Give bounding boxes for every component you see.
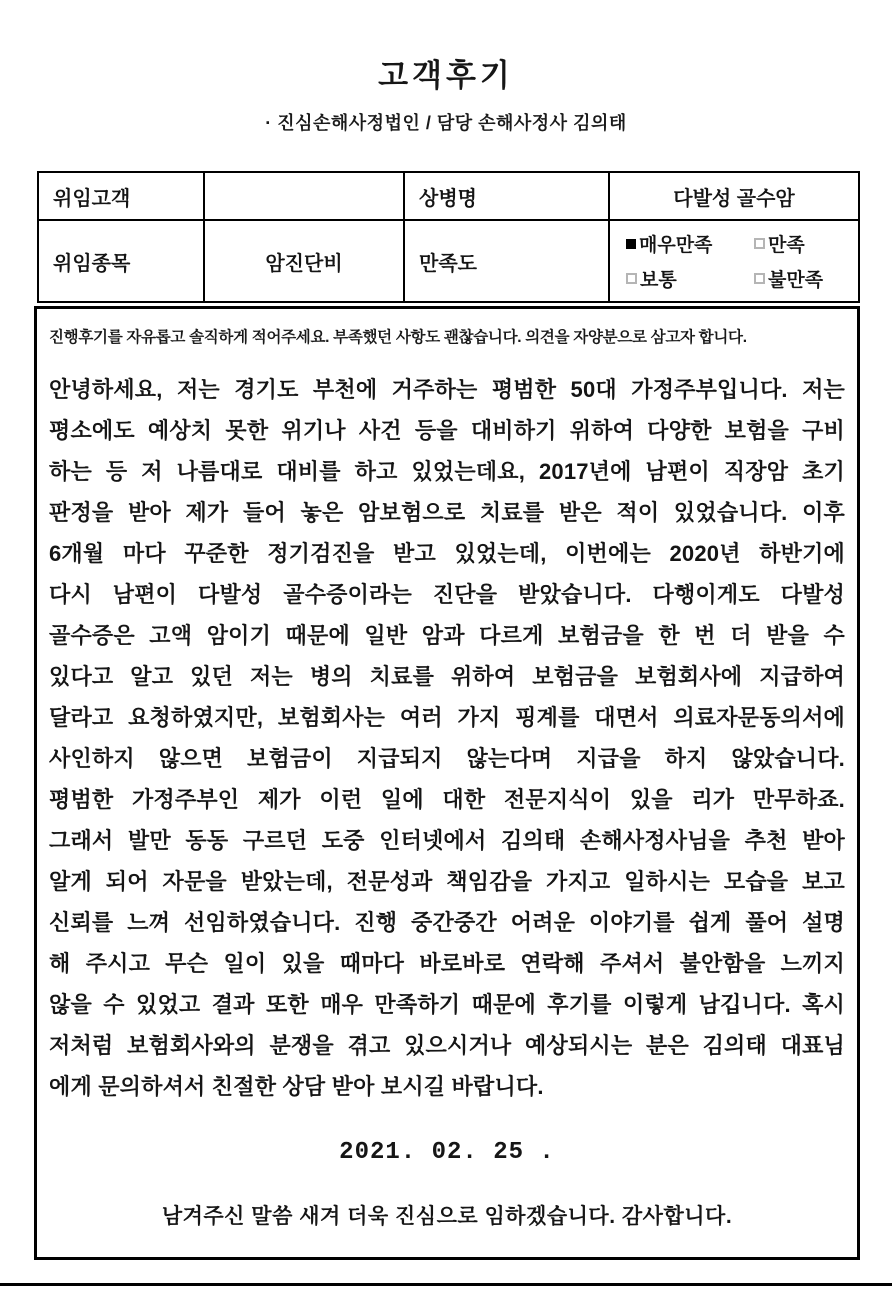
review-instruction: 진행후기를 자유롭고 솔직하게 적어주세요. 부족했던 사항도 괜찮습니다. 의견을 자양분으로 삼고자 합니다. xyxy=(49,329,747,346)
review-line: 평범한 가정주부인 제가 이런 일에 대한 전문지식이 있을 리가 만무하죠. xyxy=(49,787,845,812)
satisfaction-option-불만족[interactable] xyxy=(754,265,852,292)
review-line: 알게 되어 자문을 받았는데, 전문성과 책임감을 가지고 일하시는 모습을 보고 xyxy=(49,869,845,894)
satisfaction-option-label: 불만족 xyxy=(768,270,824,291)
review-line: 저처럼 보험회사와의 분쟁을 겪고 있으시거나 예상되시는 분은 김의태 대표님 xyxy=(49,1033,845,1058)
satisfaction-cell xyxy=(609,220,859,302)
review-line: 그래서 발만 동동 구르던 도중 인터넷에서 김의태 손해사정사님을 추천 받아 xyxy=(49,828,845,853)
satisfaction-option-만족[interactable] xyxy=(754,230,852,257)
satisfaction-option-label: 보통 xyxy=(640,270,677,291)
review-text xyxy=(49,369,845,1107)
review-line: 달라고 요청하였지만, 보험회사는 여러 가지 핑계를 대면서 의료자문동의서에 xyxy=(49,705,845,730)
satisfaction-option-매우만족[interactable] xyxy=(626,230,754,257)
review-line: 에게 문의하셔서 친절한 상담 받아 보시길 바랍니다. xyxy=(49,1074,544,1099)
table-row xyxy=(38,172,859,220)
review-line: 않을 수 있었고 결과 또한 매우 만족하기 때문에 후기를 이렇게 남깁니다. 혹시 xyxy=(49,992,845,1017)
review-line: 사인하지 않으면 보험금이 지급되지 않는다며 지급을 하지 않았습니다. xyxy=(49,746,845,771)
disease-value-cell: 다발성 골수암 xyxy=(609,172,859,220)
client-label-cell: 위임고객 xyxy=(38,172,204,220)
checkbox-unchecked-icon[interactable] xyxy=(626,273,637,284)
satisfaction-label-cell: 만족도 xyxy=(404,220,609,302)
info-table xyxy=(37,171,860,303)
review-line: 하는 등 저 나름대로 대비를 하고 있었는데요, 2017년에 남편이 직장암 초기 xyxy=(49,459,845,484)
checkbox-unchecked-icon[interactable] xyxy=(754,238,765,249)
review-closing: 남겨주신 말씀 새겨 더욱 진심으로 임하겠습니다. 감사합니다. xyxy=(161,1205,733,1228)
item-value-cell: 암진단비 xyxy=(204,220,404,302)
disease-label-cell: 상병명 xyxy=(404,172,609,220)
page-subtitle: · 진심손해사정법인 / 담당 손해사정사 김의태 xyxy=(265,113,627,133)
satisfaction-options xyxy=(624,230,852,292)
satisfaction-option-label: 매우만족 xyxy=(639,235,713,256)
review-line: 안녕하세요, 저는 경기도 부천에 거주하는 평범한 50대 가정주부입니다. 저는 xyxy=(49,377,845,402)
client-value-cell[interactable] xyxy=(204,172,404,220)
satisfaction-option-보통[interactable] xyxy=(626,265,754,292)
review-date: 2021. 02. 25 . xyxy=(339,1139,555,1166)
review-line: 6개월 마다 꾸준한 정기검진을 받고 있었는데, 이번에는 2020년 하반기에 xyxy=(49,541,845,566)
review-line: 골수증은 고액 암이기 때문에 일반 암과 다르게 보험금을 한 번 더 받을 수 xyxy=(49,623,845,648)
page-bottom-divider xyxy=(0,1283,892,1286)
review-line: 판정을 받아 제가 들어 놓은 암보험으로 치료를 받은 적이 있었습니다. 이후 xyxy=(49,500,845,525)
item-label-cell: 위임종목 xyxy=(38,220,204,302)
review-line: 평소에도 예상치 못한 위기나 사건 등을 대비하기 위하여 다양한 보험을 구비 xyxy=(49,418,845,443)
review-line: 해 주시고 무슨 일이 있을 때마다 바로바로 연락해 주셔서 불안함을 느끼지 xyxy=(49,951,845,976)
review-box xyxy=(34,306,860,1260)
checkbox-checked-icon[interactable] xyxy=(626,239,636,249)
checkbox-unchecked-icon[interactable] xyxy=(754,273,765,284)
review-line: 신뢰를 느껴 선임하였습니다. 진행 중간중간 어려운 이야기를 쉽게 풀어 설명 xyxy=(49,910,845,935)
page-title: 고객후기 xyxy=(378,58,514,93)
satisfaction-option-label: 만족 xyxy=(768,235,805,256)
table-row xyxy=(38,220,859,302)
review-line: 다시 남편이 다발성 골수증이라는 진단을 받았습니다. 다행이게도 다발성 xyxy=(49,582,845,607)
review-line: 있다고 알고 있던 저는 병의 치료를 위하여 보험금을 보험회사에 지급하여 xyxy=(49,664,845,689)
